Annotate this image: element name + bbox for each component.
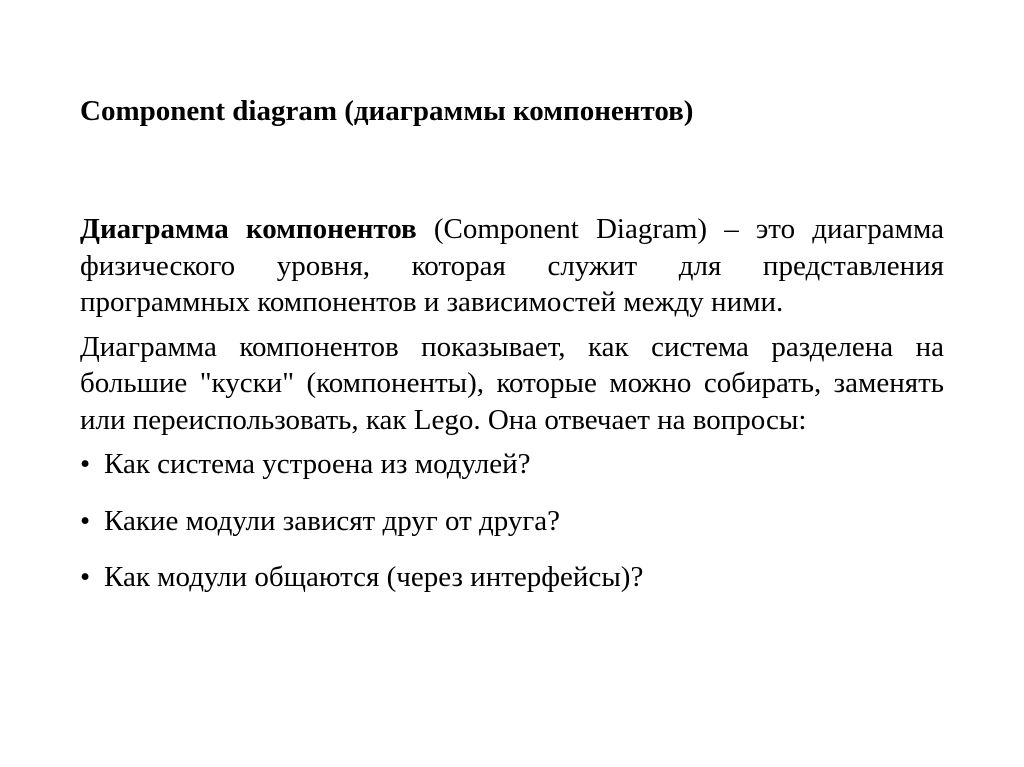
definition-paragraph	[80, 211, 944, 321]
slide-content	[80, 211, 944, 616]
questions-list	[80, 446, 944, 596]
question-text: Как система устроена из модулей?	[104, 448, 531, 480]
list-item	[80, 503, 944, 540]
description-paragraph: Диаграмма компонентов показывает, как система разделена на большие "куски" (компоненты), которые можно собирать, заменять или переиспользовать, как Lego. Она отвечает на вопросы:	[80, 330, 944, 436]
bullet-icon: •	[80, 448, 91, 480]
definition-text: (Component Diagram) – это диаграмма физического уровня, которая служит для представления программных компонентов и зависимостей между ними.	[80, 213, 944, 318]
question-text: Какие модули зависят друг от друга?	[104, 504, 561, 537]
definition-term: Диаграмма компонентов	[80, 213, 417, 245]
bullet-icon: •	[80, 504, 91, 537]
list-item	[80, 559, 944, 596]
slide-title: Component diagram (диаграммы компонентов)	[80, 95, 694, 127]
list-item	[80, 446, 944, 483]
bullet-icon: •	[80, 561, 91, 593]
question-text: Как модули общаются (через интерфейсы)?	[104, 561, 644, 593]
